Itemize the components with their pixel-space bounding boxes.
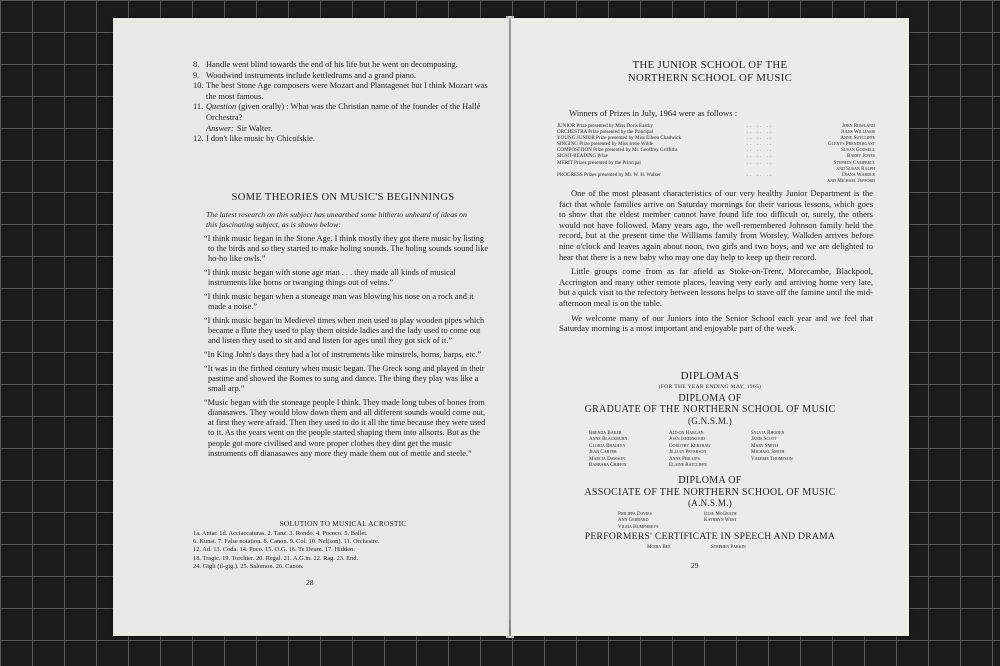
prize-row: and Michael Jepford (827, 177, 875, 184)
gnsm-names-col1: Brenda Baker Anne Blackburn Gloria Bradley Jean Carter Marcia Dawson Barbara Griffin (589, 431, 628, 469)
solution-lines (193, 530, 503, 571)
quote-paragraph: “In King John's days they had a lot of instruments like minstrels, horns, barps, etc.” (204, 350, 482, 360)
prize-row: MERIT Prizes presented by the Principal .. .. .. Stephen Campbell (557, 159, 875, 166)
numbered-list (193, 60, 498, 145)
school-title-line1: THE JUNIOR SCHOOL OF THE (632, 59, 788, 71)
quote-paragraph: “I think music began when a stoneage man was blowing his nose on a rock and it made a noise.” (204, 292, 474, 312)
page-number: 29 (691, 561, 699, 570)
list-item: 8. Handle went blind towards the end of his life but he went on decomposing. (193, 60, 458, 69)
prize-row: YOUNG JUNIOR Prize presented by Miss Eileen Chadwick .. .. .. Anne Sutcliffe (557, 135, 875, 142)
prize-row: COMPOSITION Prize presented by Mr. Geoffrey Griffiths .. .. .. Susan Godsell (557, 147, 875, 154)
prize-list (557, 123, 875, 184)
diplomas-heading: DIPLOMAS (680, 370, 740, 382)
ansm-names-col2: Ilise McGrath Kathryn West (704, 512, 737, 524)
ansm-abbreviation: (A.N.S.M.) (687, 498, 732, 508)
gnsm-heading-line1: DIPLOMA OF (678, 393, 742, 404)
gnsm-heading-line2: GRADUATE OF THE NORTHERN SCHOOL OF MUSIC (584, 404, 836, 415)
theories-intro: The latest research on this subject has unearthed some hitherto unheard of ideas on this fascinating subject, as is shown below: (206, 210, 467, 229)
ansm-heading-line2: ASSOCIATE OF THE NORTHERN SCHOOL OF MUSIC (584, 487, 836, 498)
prize-row: SIGHT-READING Prize .. .. .. Barry Jones (557, 153, 875, 160)
quote-paragraph: “I think music began in the Stone Age. I think mostly they got there music by listing to the birds and so they started to make holing sounds. The holing sounds sound like ho-ho like owls.” (204, 234, 489, 264)
gnsm-names-col2: Alison Hargan Joan Isherwood Dorothy Kershaw Jillian Peterson Anne Phillips Elaine Ratcliffe (669, 431, 711, 469)
list-item: 12. I don't like music by Chicofskie. (193, 134, 315, 144)
solution-line: 1a. Antar. 1d. Acciaccaturas. 2. Tanz. 3. Rondo. 4. Pococo. 5. Ballet. (193, 530, 368, 537)
quote-paragraph: “It was in the firthed century when music began. The Greck song and played in their pastime and showed the Romes to sung and dance. The thing they play was like a small arp.” (204, 363, 485, 394)
prize-row: JUNIOR Prize presented by Miss Doris Eastby .. .. .. John Rowland (557, 123, 875, 129)
performers-heading: PERFORMERS' CERTIFICATE IN SPEECH AND DRAMA (584, 531, 836, 542)
performers-name: Stephen Parkin (711, 545, 746, 550)
ansm-heading-line1: DIPLOMA OF (678, 475, 742, 486)
gnsm-abbreviation: (G.N.S.M.) (687, 416, 732, 426)
junior-department-text (559, 188, 873, 338)
prize-row: ORCHESTRA Prize presented by the Principal .. .. .. Jules Williams (557, 129, 875, 136)
list-item: 10. The best Stone Age composers were Mozart and Plantagenet but I think Mozart was the most famous. (193, 81, 488, 101)
right-page (511, 18, 909, 636)
question-label: Question (206, 102, 237, 112)
prize-row: PROGRESS Prizes presented by Mr. W. H. Walker .. .. .. Diana Wardle (557, 171, 875, 178)
body-paragraph: One of the most pleasant characteristics of our very healthy Junior Department is the fact that whole families arrive on Saturday mornings for their various lessons, which goes to show that the eldest member cannot have found life too difficult or, surely, the others would not have followed. Many years ago, the well-remembered Johnson family held the record, but at the present time the Williams family from Worsley, Walkden arrives before nine o'clock and leaves again about noon, two girls and two boys, and we are delighted to hear that there is a new baby who may one day help to keep up their record. (559, 188, 873, 262)
winners-intro: Winners of Prizes in July, 1964 were as follows : (569, 108, 738, 118)
solution-line: 6. Kunst. 7. False notation. 8. Canon. 9. Col. 10. Nel(son). 11. Orchestre. (193, 538, 380, 546)
body-paragraph: Little groups come from as far afield as Stoke-on-Trent, Morecambe, Blackpool, Accrington and many other remote places, leaving very early and arriving home very late, but a quick visit to the refectory between lessons helps to stave off the famine until the mid-afternoon meal is on the table. (559, 266, 873, 308)
list-item: 11. Question (given orally) : What was the Christian name of the founder of the Hallé Orchestra? (193, 102, 481, 122)
quotes-block (204, 234, 491, 463)
prize-row: SINGING Prize presented by Miss Irene Wilde .. .. .. Glenys Prendergast (557, 141, 875, 148)
diplomas-year: (FOR THE YEAR ENDING MAY, 1965) (658, 384, 762, 390)
body-paragraph: We welcome many of our Juniors into the Senior School each year and we feel that Saturday morning is a most important and enjoyable part of the week. (559, 312, 873, 334)
theories-heading: SOME THEORIES ON MUSIC'S BEGINNINGS (231, 192, 455, 203)
solution-line: 24. Gigli (il-gig.). 25. Salomon. 26. Canon. (193, 562, 304, 570)
ansm-names-col1: Philippa Davies Ann Gerrard Vilma Humphreys (618, 512, 659, 530)
solution-line: 12. Ad. 13. Coda. 14. Poco. 15. O.G. 16. Te Deum. 17. Hidden. (193, 546, 355, 554)
gnsm-names-col3: Sylvia Rhoden Janis Scott Mary Smith Michael Smith Valerie Thompson (751, 431, 793, 462)
left-page (113, 18, 509, 636)
page-number: 28 (306, 578, 314, 587)
solution-line: 18. Tragic. 19. Torchier. 20. Regal. 21. A.G.in. 22. Rag. 23. End. (193, 554, 359, 562)
prize-row: and Susan Ralph (836, 165, 875, 172)
quote-paragraph: “Music began with the stoneage people I think. They made long tubes of bones from dianasawes. They would blow down them and all different sounds would come out, at first they were afraid. Then they used to do it all the time because they were used to it. As the years went on the people started shaping them into allsorts. But as the people got more civilised and wore proper clothes they dint get the music instruments off dianasawes any more they made them out of mettle and steele.” (204, 397, 486, 458)
solution-heading: SOLUTION TO MUSICAL ACROSTIC (279, 519, 407, 528)
list-item: 9. Woodwind instruments include kettledrums and a grand piano. (193, 70, 417, 80)
quote-paragraph: “I think music began in Medievel times when men used to play wooden pipes which became a flute they used to play them oitside ladies and the lady used to come out and listen they used to sit and and listen for ages until they got sick of it.” (204, 315, 485, 346)
answer-line: Answer: Sir Walter. (206, 123, 273, 133)
quote-paragraph: “I think music began with stone age man . . . they made all kinds of musical instruments like horns or twanging things out of veins.” (204, 268, 456, 288)
performers-name: Moira Bee (647, 545, 671, 550)
school-title-line2: NORTHERN SCHOOL OF MUSIC (627, 72, 793, 84)
